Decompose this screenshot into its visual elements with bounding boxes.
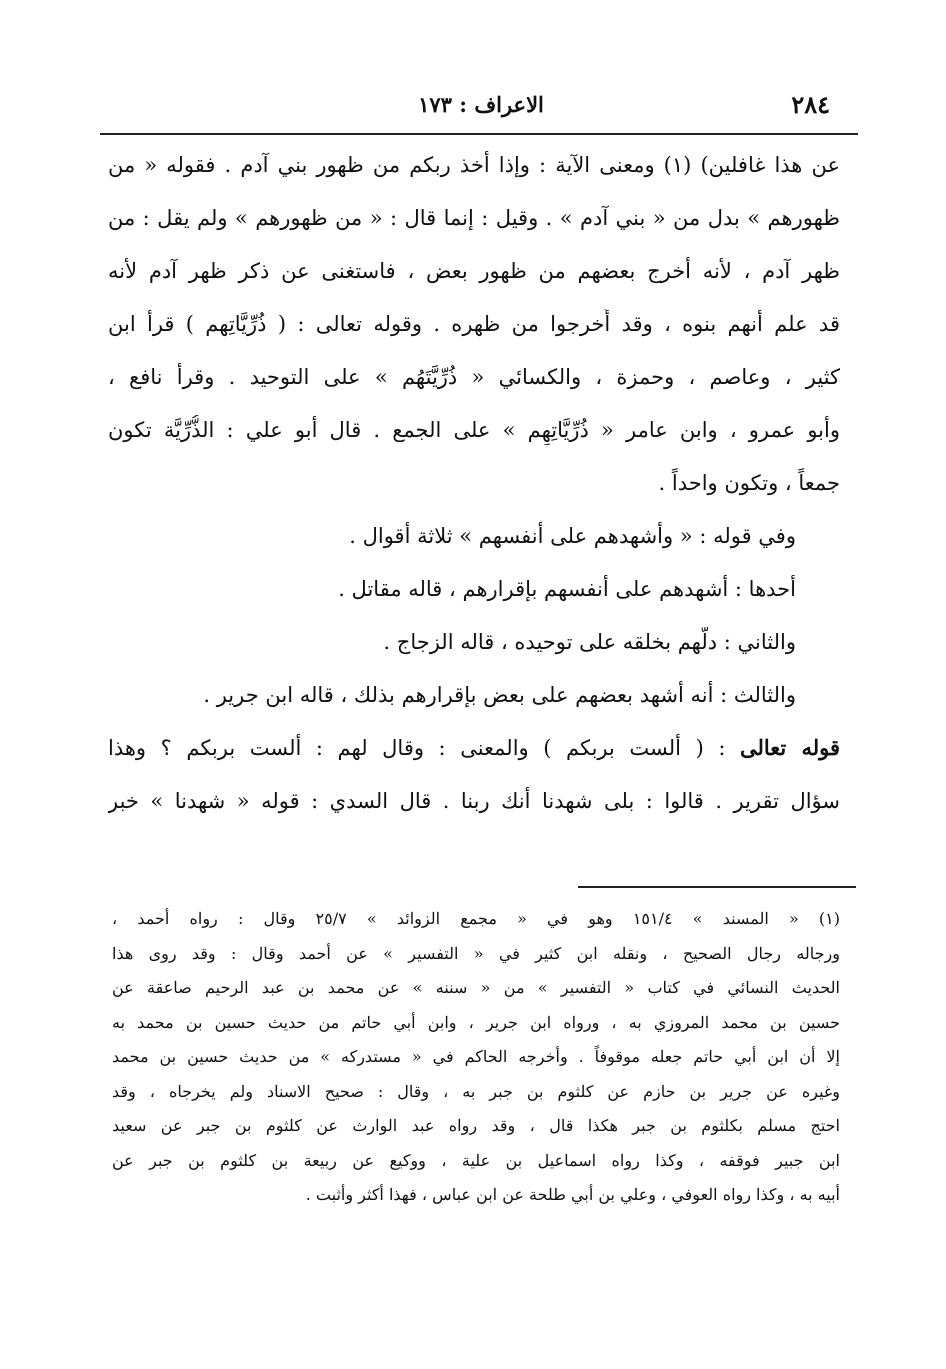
body-line: وفي قوله : « وأشهدهم على أنفسهم » ثلاثة أقوال . [349, 524, 796, 548]
body-line: أحدها : أشهدهم على أنفسهم بإقرارهم ، قاله مقاتل . [338, 577, 796, 601]
body-line: سؤال تقرير . قالوا : بلى شهدنا أنك ربنا . قال السدي : قوله « شهدنا » خبر [108, 789, 840, 813]
footnote-line: (١) « المسند » ١٥١/٤ وهو في « مجمع الزوائد » ٢٥/٧ وقال : رواه أحمد ، [112, 909, 840, 928]
body-line: وأبو عمرو ، وابن عامر « ذُرِّيَّاتِهِم » على الجمع . قال أبو علي : الذُّرِّيَّة تكون [108, 418, 840, 442]
body-line: والثالث : أنه أشهد بعضهم على بعض بإقرارهم بذلك ، قاله ابن جرير . [203, 683, 796, 707]
body-line: جمعاً ، وتكون واحداً . [658, 471, 840, 495]
header-rule [100, 133, 858, 135]
footnote-line: ورجاله رجال الصحيح ، ونقله ابن كثير في « التفسير » عن أحمد وقال : وقد روى هذا [112, 943, 840, 963]
body-line: والثاني : دلَّهم بخلقه على توحيده ، قاله الزجاج . [383, 630, 796, 654]
footnote-line: احتج مسلم بكلثوم بن جبر هكذا قال ، وقد رواه عبد الوارث عن كلثوم بن جبر عن سعيد [112, 1116, 840, 1135]
page-number: ٢٨٤ [791, 90, 830, 119]
body-line-bold-lead [108, 733, 840, 763]
footnote-line: إلا أن ابن أبي حاتم جعله موقوفاً . وأخرجه الحاكم في « مستدركه » من حديث حسين بن محمد [112, 1047, 840, 1066]
footnotes [112, 906, 840, 1217]
bold-lead: قوله تعالى [739, 735, 840, 760]
body-line: ظهر آدم ، لأنه أخرج بعضهم من ظهور بعض ، فاستغنى عن ذكر ظهر آدم لأنه [108, 259, 840, 283]
footnote-line: وغيره عن جرير بن حازم عن كلثوم بن جبر به ، وقال : صحيح الاسناد ولم يخرجاه ، وقد [112, 1081, 840, 1101]
body-line: قد علم أنهم بنوه ، وقد أُخرجوا من ظهره . وقوله تعالى : ( ذُرِّيَّاتِهم ) قرأ ابن [108, 312, 840, 336]
body-line-rest: : ( ألست بربكم ) والمعنى : وقال لهم : ألست بربكم ؟ وهذا [108, 736, 740, 760]
running-head: الاعراف : ١٧٣ [418, 92, 544, 117]
footnote-line: أبيه به ، وكذا رواه العوفي ، وعلي بن أبي طلحة عن ابن عباس ، فهذا أكثر وأثبت . [305, 1185, 840, 1204]
page-header [106, 88, 856, 128]
main-text [108, 150, 840, 839]
body-line: ظهورهم » بدل من « بني آدم » . وقيل : إنما قال : « من ظهورهم » ولم يقل : من [108, 206, 840, 230]
footnote-line: ابن جبير فوقفه ، وكذا رواه اسماعيل بن علية ، ووكيع عن ربيعة بن كلثوم بن جبر عن [112, 1150, 840, 1170]
footnote-line: حسين بن محمد المروزي به ، ورواه ابن جرير ، وابن أبي حاتم من حديث حسين بن محمد به [112, 1012, 840, 1032]
body-line: عن هذا غافلين) (١) ومعنى الآية : وإذا أخذ ربكم من ظهور بني آدم . فقوله « من [108, 153, 840, 177]
body-line: كثير ، وعاصم ، وحمزة ، والكسائي « ذُرِّيَّتَهُم » على التوحيد . وقرأ نافع ، [108, 365, 840, 389]
footnote-line: الحديث النسائي في كتاب « التفسير » من « سننه » عن محمد بن عبد الرحيم صاعقة عن [112, 978, 840, 997]
footnote-rule [578, 886, 856, 888]
